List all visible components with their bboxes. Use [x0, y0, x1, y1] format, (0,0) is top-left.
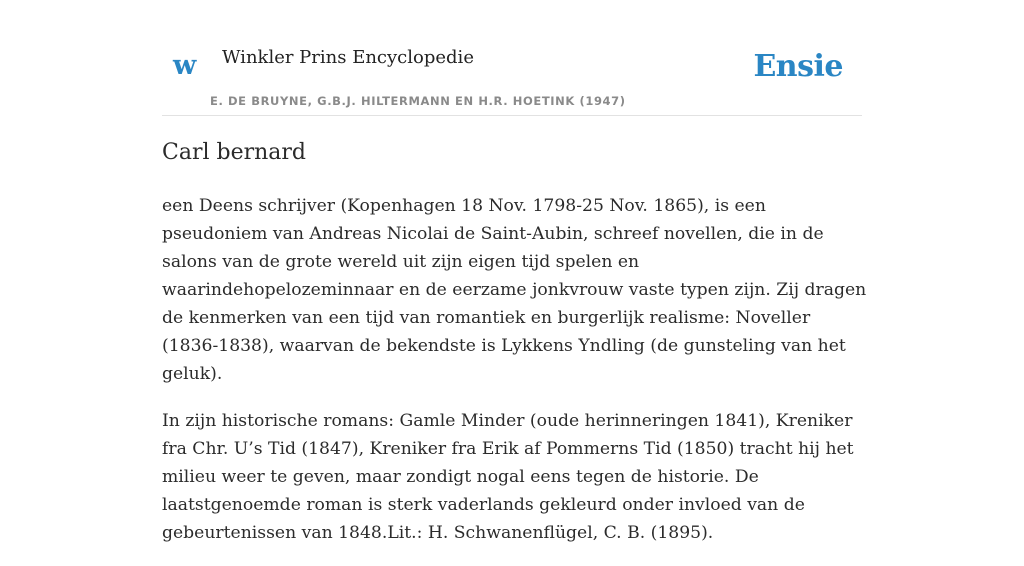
source-title[interactable]: Winkler Prins Encyclopedie	[222, 47, 474, 68]
entry-title: Carl bernard	[162, 140, 306, 165]
source-header	[162, 40, 862, 116]
entry-content	[162, 192, 867, 566]
source-authors: E. DE BRUYNE, G.B.J. HILTERMANN EN H.R. HOETINK (1947)	[210, 94, 626, 108]
ensie-logo[interactable]: Ensie	[753, 49, 843, 84]
entry-paragraph: In zijn historische romans: Gamle Minder (oude herinneringen 1841), Kreniker fra Chr. U’s Tid (1847), Kreniker fra Erik af Pommerns Tid (1850) tracht hij het milieu weer te geven, maar zondigt nogal eens tegen de historie. De laatstgenoemde roman is sterk vaderlands gekleurd onder invloed van de gebeurtenissen van 1848.Lit.: H. Schwanenflügel, C. B. (1895).	[162, 411, 854, 543]
entry-paragraph: een Deens schrijver (Kopenhagen 18 Nov. 1798-25 Nov. 1865), is een pseudoniem van Andreas Nicolai de Saint-Aubin, schreef novellen, die in de salons van de grote wereld uit zijn eigen tijd spelen en waarindehopelozeminnaar en de eerzame jonkvrouw vaste typen zijn. Zij dragen de kenmerken van een tijd van romantiek en burgerlijk realisme: Noveller (1836-1838), waarvan de bekendste is Lykkens Yndling (de gunsteling van het geluk).	[162, 196, 867, 384]
winkler-prins-logo[interactable]: w	[173, 50, 197, 81]
